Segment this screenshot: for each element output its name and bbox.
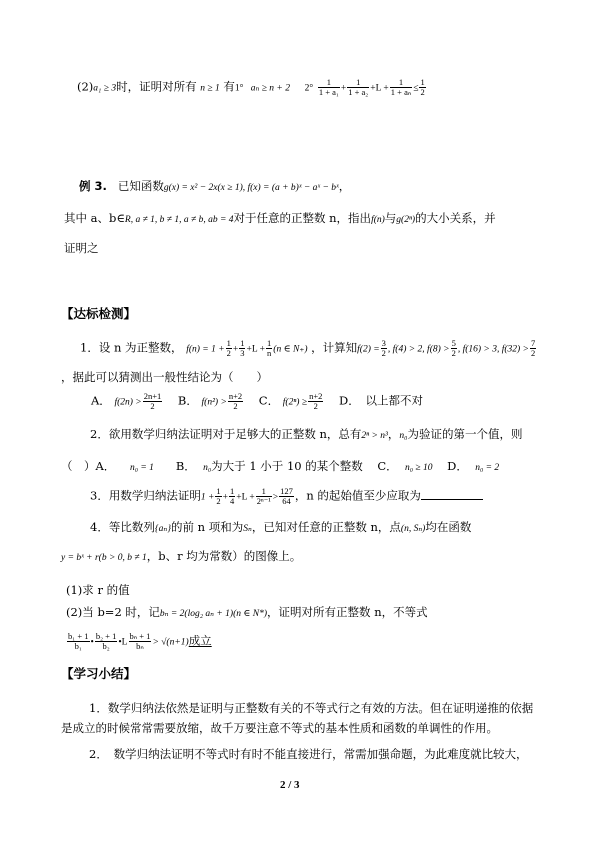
fraction: $\frac{1}{2}$ (216, 486, 221, 506)
q2-line: (2)a₁ ≥ 3时，证明对所有 n ≥ 1 有1° aₙ ≥ n + 2 2° $\frac{1}{\text{1 + a₁}}$ + $\frac{1}{\text{1 + a₂}}$ +L + $\frac{1}{\text{1 + aₙ}}$ ≤ $\frac{1}{2}$ (77, 77, 425, 97)
fraction: $\frac{1}{3}$ (240, 338, 245, 358)
problem4-sub1: (1)求 r 的值 (66, 583, 130, 597)
problem4-line2: y = bˣ + r(b > 0, b ≠ 1，b、r 均为常数）的图像上。 (61, 549, 302, 563)
section-title-summary: 【学习小结】 (61, 666, 137, 681)
example3-line3: 证明之 (64, 241, 99, 255)
option-c: C． (258, 393, 280, 408)
fraction: $\frac{3}{2}$ (381, 338, 386, 358)
fraction: $\frac{1}{4}$ (229, 486, 235, 506)
problem4-sub2: (2)当 b=2 时，记bₙ = 2(log₂ aₙ + 1)(n ∈ N*)，证明对所有正整数 n，不等式 (66, 605, 428, 619)
example3-line2: 其中 a、b∈R, a ≠ 1, b ≠ 1, a ≠ b, ab = 4对于任意的正整数 n，指出f(n)与g(2ⁿ)的大小关系，并 (64, 211, 496, 225)
summary-item1-line2: 是成立的时候常常需要放缩，故千万要注意不等式的基本性质和函数的单调性的作用。 (61, 721, 498, 735)
section-title-check: 【达标检测】 (61, 306, 137, 321)
option-c: C． (377, 459, 398, 473)
problem4-line1: 4．等比数列{aₙ}的前 n 项和为Sₙ，已知对任意的正整数 n，点(n, Sₙ)均在函数 (90, 520, 472, 534)
example-label: 例 3. (79, 179, 107, 193)
problem2-line1: 2．欲用数学归纳法证明对于足够大的正整数 n，总有2ⁿ > n³，n₀为验证的第一个值，则 (90, 427, 523, 441)
problem1-options: A． f(2n) > $\frac{2n+1}{2}$ B． f(n²) > $\frac{n+2}{2}$ C． f(2ⁿ) ≥ $\frac{n+2}{2}$ D． 以上都不对 (91, 391, 423, 411)
option-d: D． 以上都不对 (339, 393, 423, 408)
problem4-inequality: $\frac{\text{b₁ + 1}}{\text{b₁}}$ • $\frac{\text{b₂ + 1}}{\text{b₂}}$ •L $\frac{\text{bₙ + 1}}{\text{bₙ}}$ > √(n+1)成立 (68, 631, 212, 651)
fraction: $\frac{1}{\text{1 + a₂}}$ (348, 77, 369, 97)
answer-blank (421, 488, 483, 500)
fraction: $\frac{\text{b₂ + 1}}{\text{b₂}}$ (95, 631, 117, 651)
fraction: $\frac{1}{n}$ (267, 338, 272, 358)
page-number: 2 / 3 (280, 779, 300, 791)
option-b: B． (175, 459, 196, 473)
fraction: $\frac{2n+1}{2}$ (143, 391, 162, 411)
fraction: $\frac{\text{b₁ + 1}}{\text{b₁}}$ (68, 631, 89, 651)
option-b: B． (177, 393, 198, 408)
summary-item1-line1: 1．数学归纳法依然是证明与正整数有关的不等式行之有效的方法。但在证明递推的依据 (89, 701, 534, 715)
problem3-line: 3．用数学归纳法证明1 + $\frac{1}{2}$ + $\frac{1}{4}$ +L + $\frac{1}{\text{2ⁿ⁻¹}}$ > $\frac{127}{64}$ ，n 的起始值至少应取为 (90, 487, 483, 506)
option-d: D． (447, 459, 468, 473)
fraction: $\frac{n+2}{2}$ (228, 391, 243, 411)
fraction: $\frac{\text{bₙ + 1}}{\text{bₙ}}$ (129, 631, 151, 651)
fraction: $\frac{1}{\text{1 + aₙ}}$ (390, 77, 412, 97)
option-a: A． (91, 393, 111, 408)
problem2-options: （ ）A． n₀ = 1 B． n₀为大于 1 小于 10 的某个整数 C． n₀ ≥ 10 D． n₀ = 2 (61, 459, 500, 473)
fraction: $\frac{n+2}{2}$ (309, 391, 323, 411)
problem1-line1: 1．设 n 为正整数， f(n) = 1 + $\frac{1}{2}$ + $\frac{1}{3}$ +L + $\frac{1}{n}$ (n ∈ N₊) ，计算知f(2) = $\frac{3}{2}$ , f(4) > 2, f(8) > $\frac{5}{2}$ , f(16) > 3, f(32) > $\frac{7}{2}$ (80, 338, 536, 358)
fraction: $\frac{5}{2}$ (451, 338, 456, 358)
fraction: $\frac{127}{64}$ (280, 486, 293, 506)
problem1-line2: ，据此可以猜测出一般性结论为（ ） (61, 370, 268, 384)
fraction: $\frac{1}{\text{2ⁿ⁻¹}}$ (256, 486, 271, 506)
summary-item2: 2． 数学归纳法证明不等式时有时不能直接进行，常需加强命题，为此难度就比较大， (89, 747, 528, 761)
fraction: $\frac{1}{2}$ (226, 338, 231, 358)
option-a: n₀ = 1 (129, 463, 154, 473)
fraction: $\frac{1}{2}$ (420, 77, 425, 97)
example3-line1: 例 3. 已知函数g(x) = x² − 2x(x ≥ 1), f(x) = (a + b)ˣ − aˣ − bˣ， (79, 179, 351, 193)
fraction: $\frac{1}{\text{1 + a₁}}$ (318, 77, 339, 97)
fraction: $\frac{7}{2}$ (530, 338, 536, 358)
